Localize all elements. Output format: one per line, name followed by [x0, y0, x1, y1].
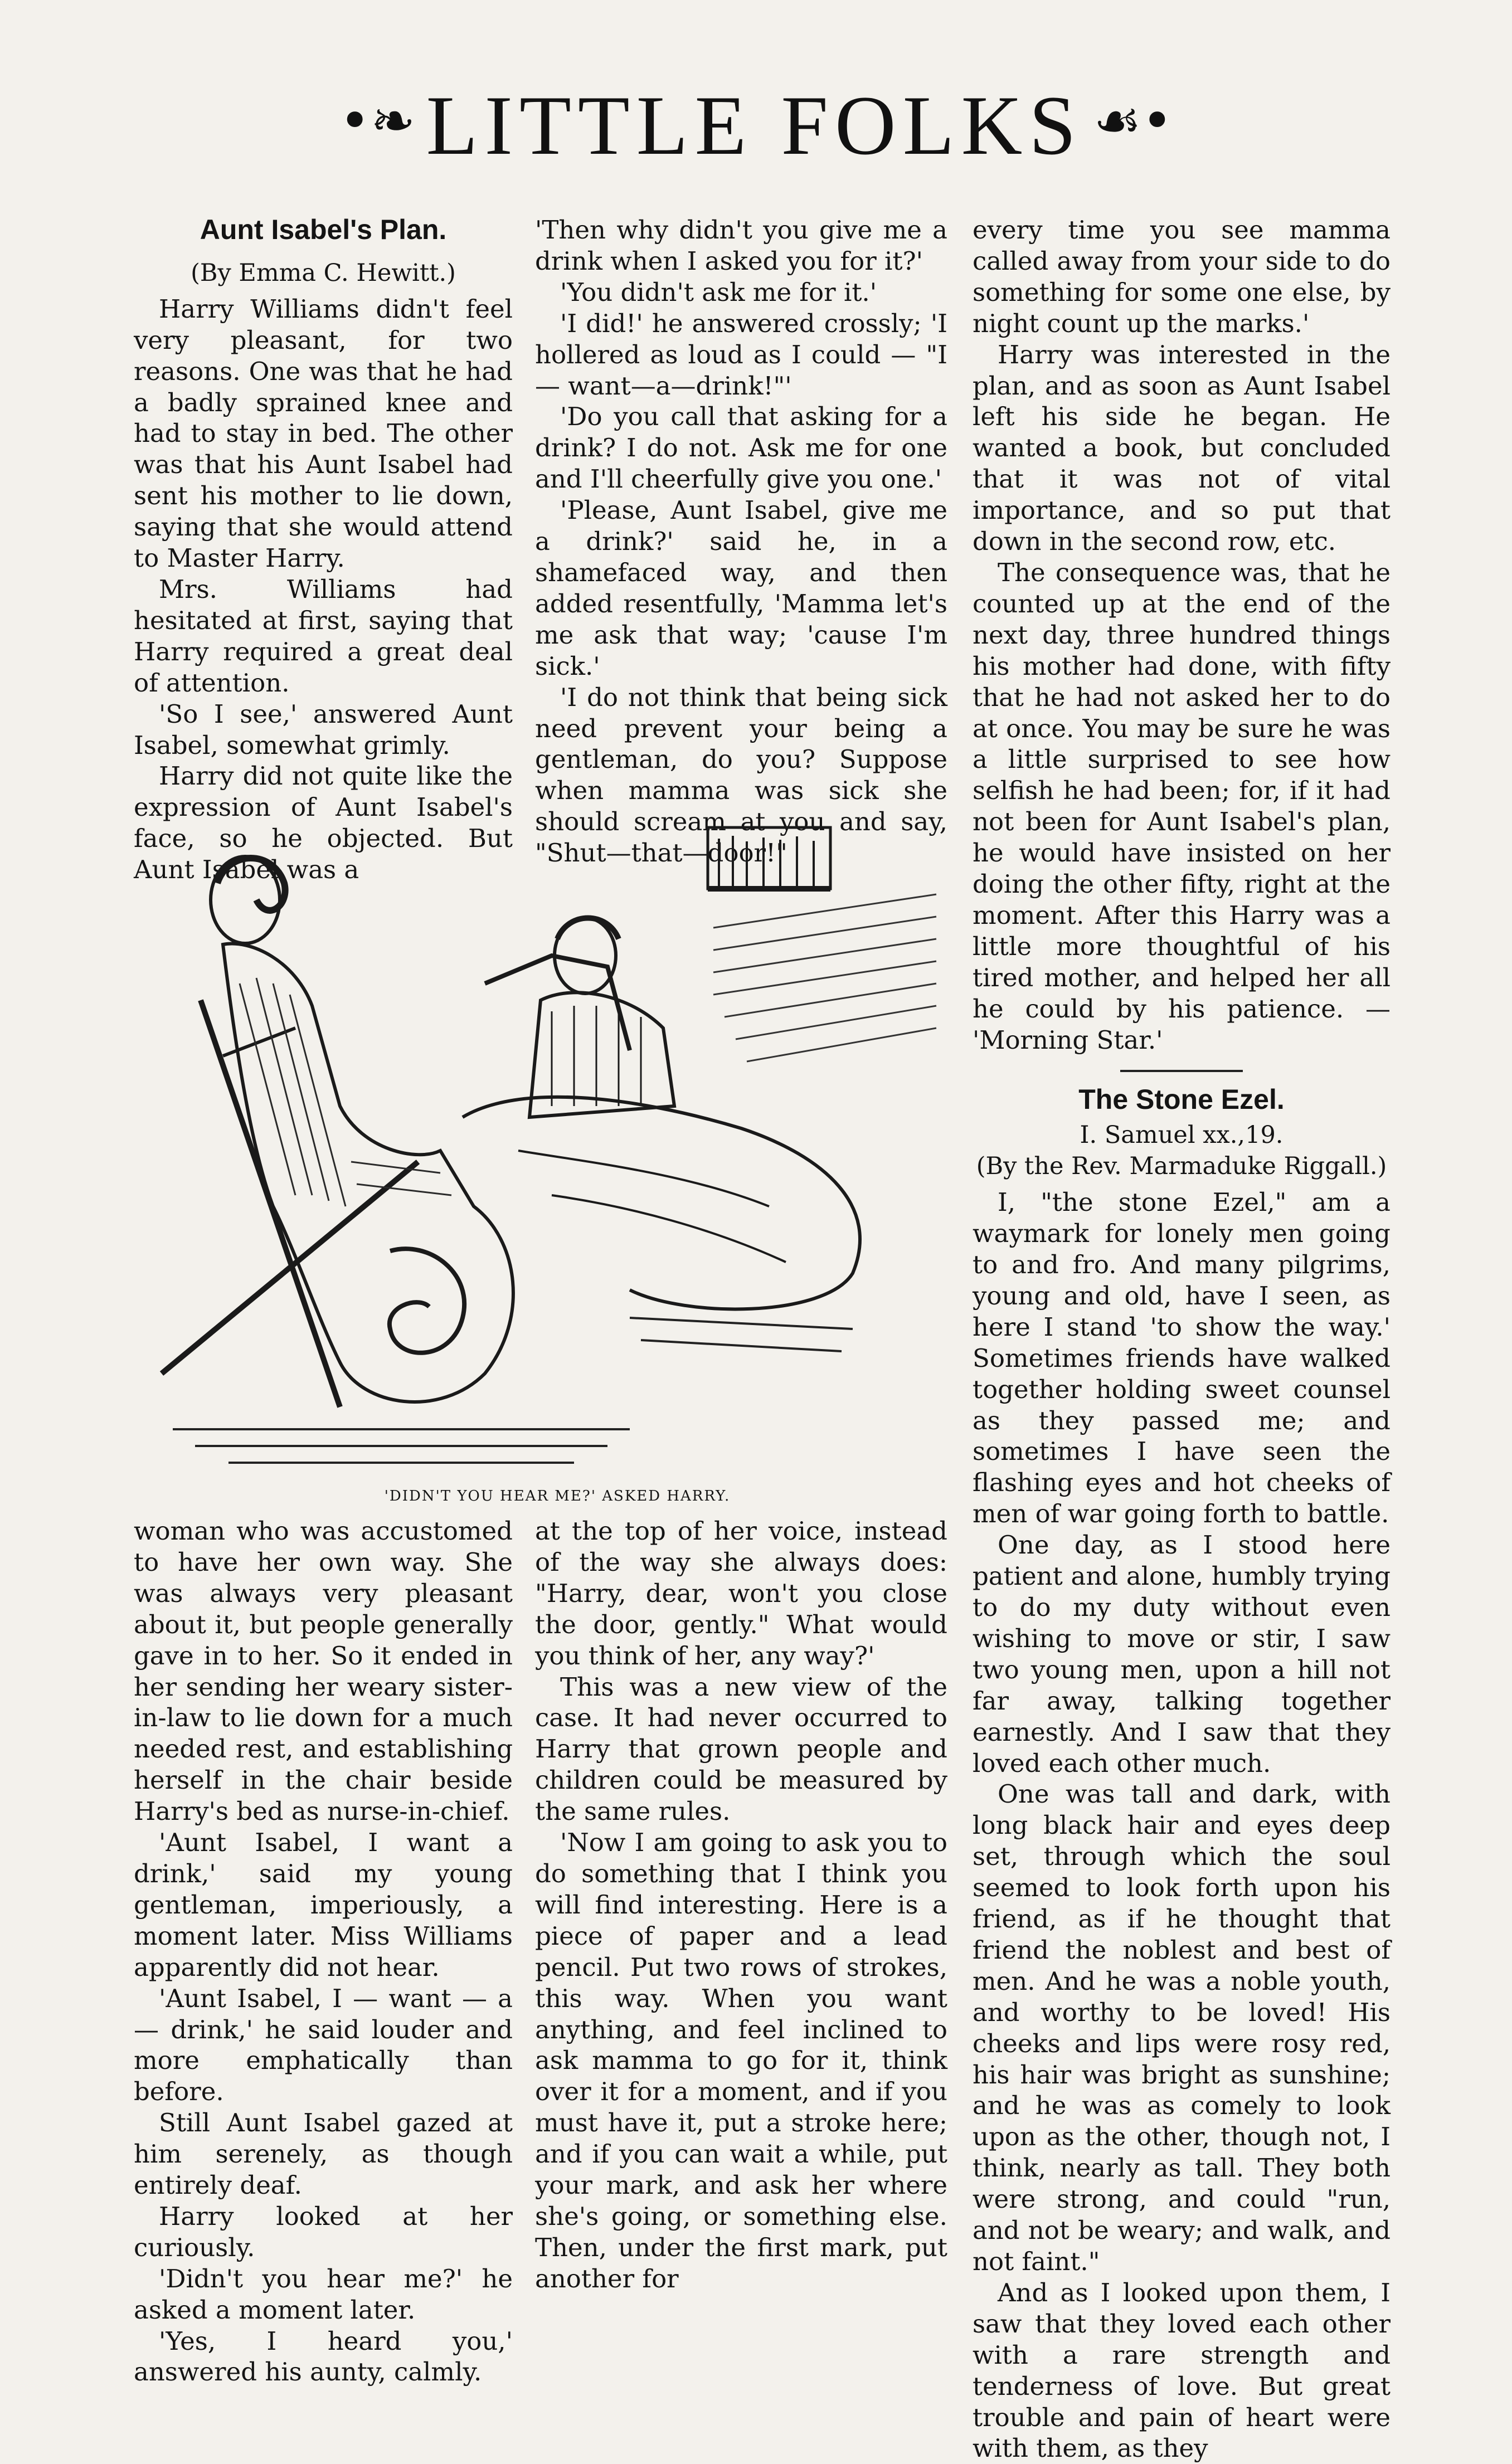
- paragraph: 'Aunt Isabel, I want a drink,' said my young gentleman, imperiously, a moment later. Miss Williams apparently did not hear.: [134, 1828, 513, 1982]
- article1-col1-top: [134, 215, 513, 885]
- article1-col2-top: [535, 215, 947, 869]
- paragraph: Harry was interested in the plan, and as soon as Aunt Isabel left his side he began. He wanted a book, but concluded that it was not of vital importance, and so put that down in the second row, etc.: [973, 339, 1391, 557]
- masthead-title: LITTLE FOLKS: [426, 79, 1083, 172]
- paragraph: 'Now I am going to ask you to do something that I think you will find interesting. Here is a piece of paper and a lead pencil. Put two rows of strokes, this way. When you want anything, and feel inclined to ask mamma to go for it, think over it for a moment, and if you must have it, put a stroke here; and if you can wait a while, put your mark, and ask her where she's going, or something else. Then, under the first mark, put another for: [535, 1828, 947, 2293]
- article1-col1-bottom: [134, 1516, 513, 2388]
- ornament-right: ☙•: [1093, 90, 1173, 152]
- paragraph: 'Please, Aunt Isabel, give me a drink?' said he, in a shamefaced way, and then added resentfully, 'Mamma let's me ask that way; 'cause I'm sick.': [535, 495, 947, 681]
- paragraph: And as I looked upon them, I saw that they loved each other with a rare strength and tenderness of love. But great trouble and pain of heart were with them, as they: [973, 2277, 1391, 2463]
- ornament-left: •❧: [339, 90, 416, 152]
- paragraph: The consequence was, that he counted up at the end of the next day, three hundred things his mother had done, with fifty that he had not asked her to do at once. You may be sure he was a little surprised to see how selfish he had been; for, if it had not been for Aunt Isabel's plan, he would have insisted on her doing the other fifty, right at the moment. After this Harry was a little more thoughtful of his tired mother, and helped her all he could by his patience. — 'Morning Star.': [973, 557, 1391, 1055]
- article1-title: Aunt Isabel's Plan.: [200, 214, 447, 245]
- paragraph: every time you see mamma called away from your side to do something for some one else, by night count up the marks.': [973, 215, 1391, 338]
- article2-title: The Stone Ezel.: [1078, 1084, 1285, 1116]
- illustration-caption: 'DIDN'T YOU HEAR ME?' ASKED HARRY.: [384, 1488, 731, 1504]
- paragraph: 'I do not think that being sick need prevent your being a gentleman, do you? Suppose when mamma was sick she should scream at you and say, "Shut—that—door!": [535, 682, 947, 868]
- paragraph: 'You didn't ask me for it.': [560, 277, 877, 307]
- paragraph: at the top of her voice, instead of the way she always does: "Harry, dear, won't you close the door, gently." What would you think of her, any way?': [535, 1516, 947, 1671]
- paragraph: This was a new view of the case. It had never occurred to Harry that grown people and children could be measured by the same rules.: [535, 1672, 947, 1827]
- article2-reference: I. Samuel xx.,19.: [1080, 1121, 1284, 1150]
- paragraph: Harry Williams didn't feel very pleasant, for two reasons. One was that he had a badly sprained knee and had to stay in bed. The other was that his Aunt Isabel had sent his mother to lie down, saying that she would attend to Master Harry.: [134, 294, 513, 573]
- divider: [1120, 1070, 1243, 1072]
- article1-col2-bottom: [535, 1516, 947, 2295]
- paragraph: One was tall and dark, with long black hair and eyes deep set, through which the soul seemed to look forth upon his friend, as if he thought that friend the noblest and best of men. And he was a noble youth, and worthy to be loved! His cheeks and lips were rosy red, his hair was bright as sunshine; and he was as comely to look upon as the other, though not, I think, nearly as tall. They both were strong, and could "run, and not be weary; and walk, and not faint.": [973, 1779, 1391, 2276]
- article2-byline: (By the Rev. Marmaduke Riggall.): [976, 1152, 1387, 1181]
- paragraph: Mrs. Williams had hesitated at first, saying that Harry required a great deal of attention.: [134, 574, 513, 698]
- article1-byline: (By Emma C. Hewitt.): [191, 259, 456, 287]
- masthead: [0, 72, 1512, 178]
- paragraph: I, "the stone Ezel," am a waymark for lonely men going to and fro. And many pilgrims, young and old, have I seen, as here I stand 'to show the way.' Sometimes friends have walked together holding sweet counsel as they passed me; and sometimes I have seen the flashing eyes and hot cheeks of men of war going forth to battle.: [973, 1187, 1391, 1529]
- paragraph: 'Do you call that asking for a drink? I do not. Ask me for one and I'll cheerfully give you one.': [535, 402, 947, 494]
- article-col3: [973, 215, 1391, 2464]
- paragraph: woman who was accustomed to have her own way. She was always very pleasant about it, but people generally gave in to her. So it ended in her sending her weary sister-in-law to lie down for a much needed rest, and establishing herself in the chair beside Harry's bed as nurse-in-chief.: [134, 1516, 513, 1827]
- paragraph: Still Aunt Isabel gazed at him serenely, as though entirely deaf.: [134, 2108, 513, 2200]
- paragraph: 'So I see,' answered Aunt Isabel, somewhat grimly.: [134, 699, 513, 760]
- paragraph: 'Aunt Isabel, I — want — a — drink,' he said louder and more emphatically than before.: [134, 1983, 513, 2107]
- illustration-woman-and-boy: [128, 816, 992, 1479]
- paragraph: Harry looked at her curiously.: [134, 2201, 513, 2262]
- paragraph: 'Yes, I heard you,' answered his aunty, calmly.: [134, 2326, 513, 2387]
- paragraph: One day, as I stood here patient and alone, humbly trying to do my duty without even wishing to move or stir, I saw two young men, upon a hill not far away, talking together earnestly. And I saw that they loved each other much.: [973, 1530, 1391, 1778]
- paragraph: 'I did!' he answered crossly; 'I hollered as loud as I could — "I — want—a—drink!"': [535, 308, 947, 401]
- paragraph: Harry did not quite like the expression of Aunt Isabel's face, so he objected. But Aunt Isabel was a: [134, 761, 513, 885]
- paragraph: 'Didn't you hear me?' he asked a moment later.: [134, 2263, 513, 2325]
- paragraph: 'Then why didn't you give me a drink when I asked you for it?': [535, 215, 947, 276]
